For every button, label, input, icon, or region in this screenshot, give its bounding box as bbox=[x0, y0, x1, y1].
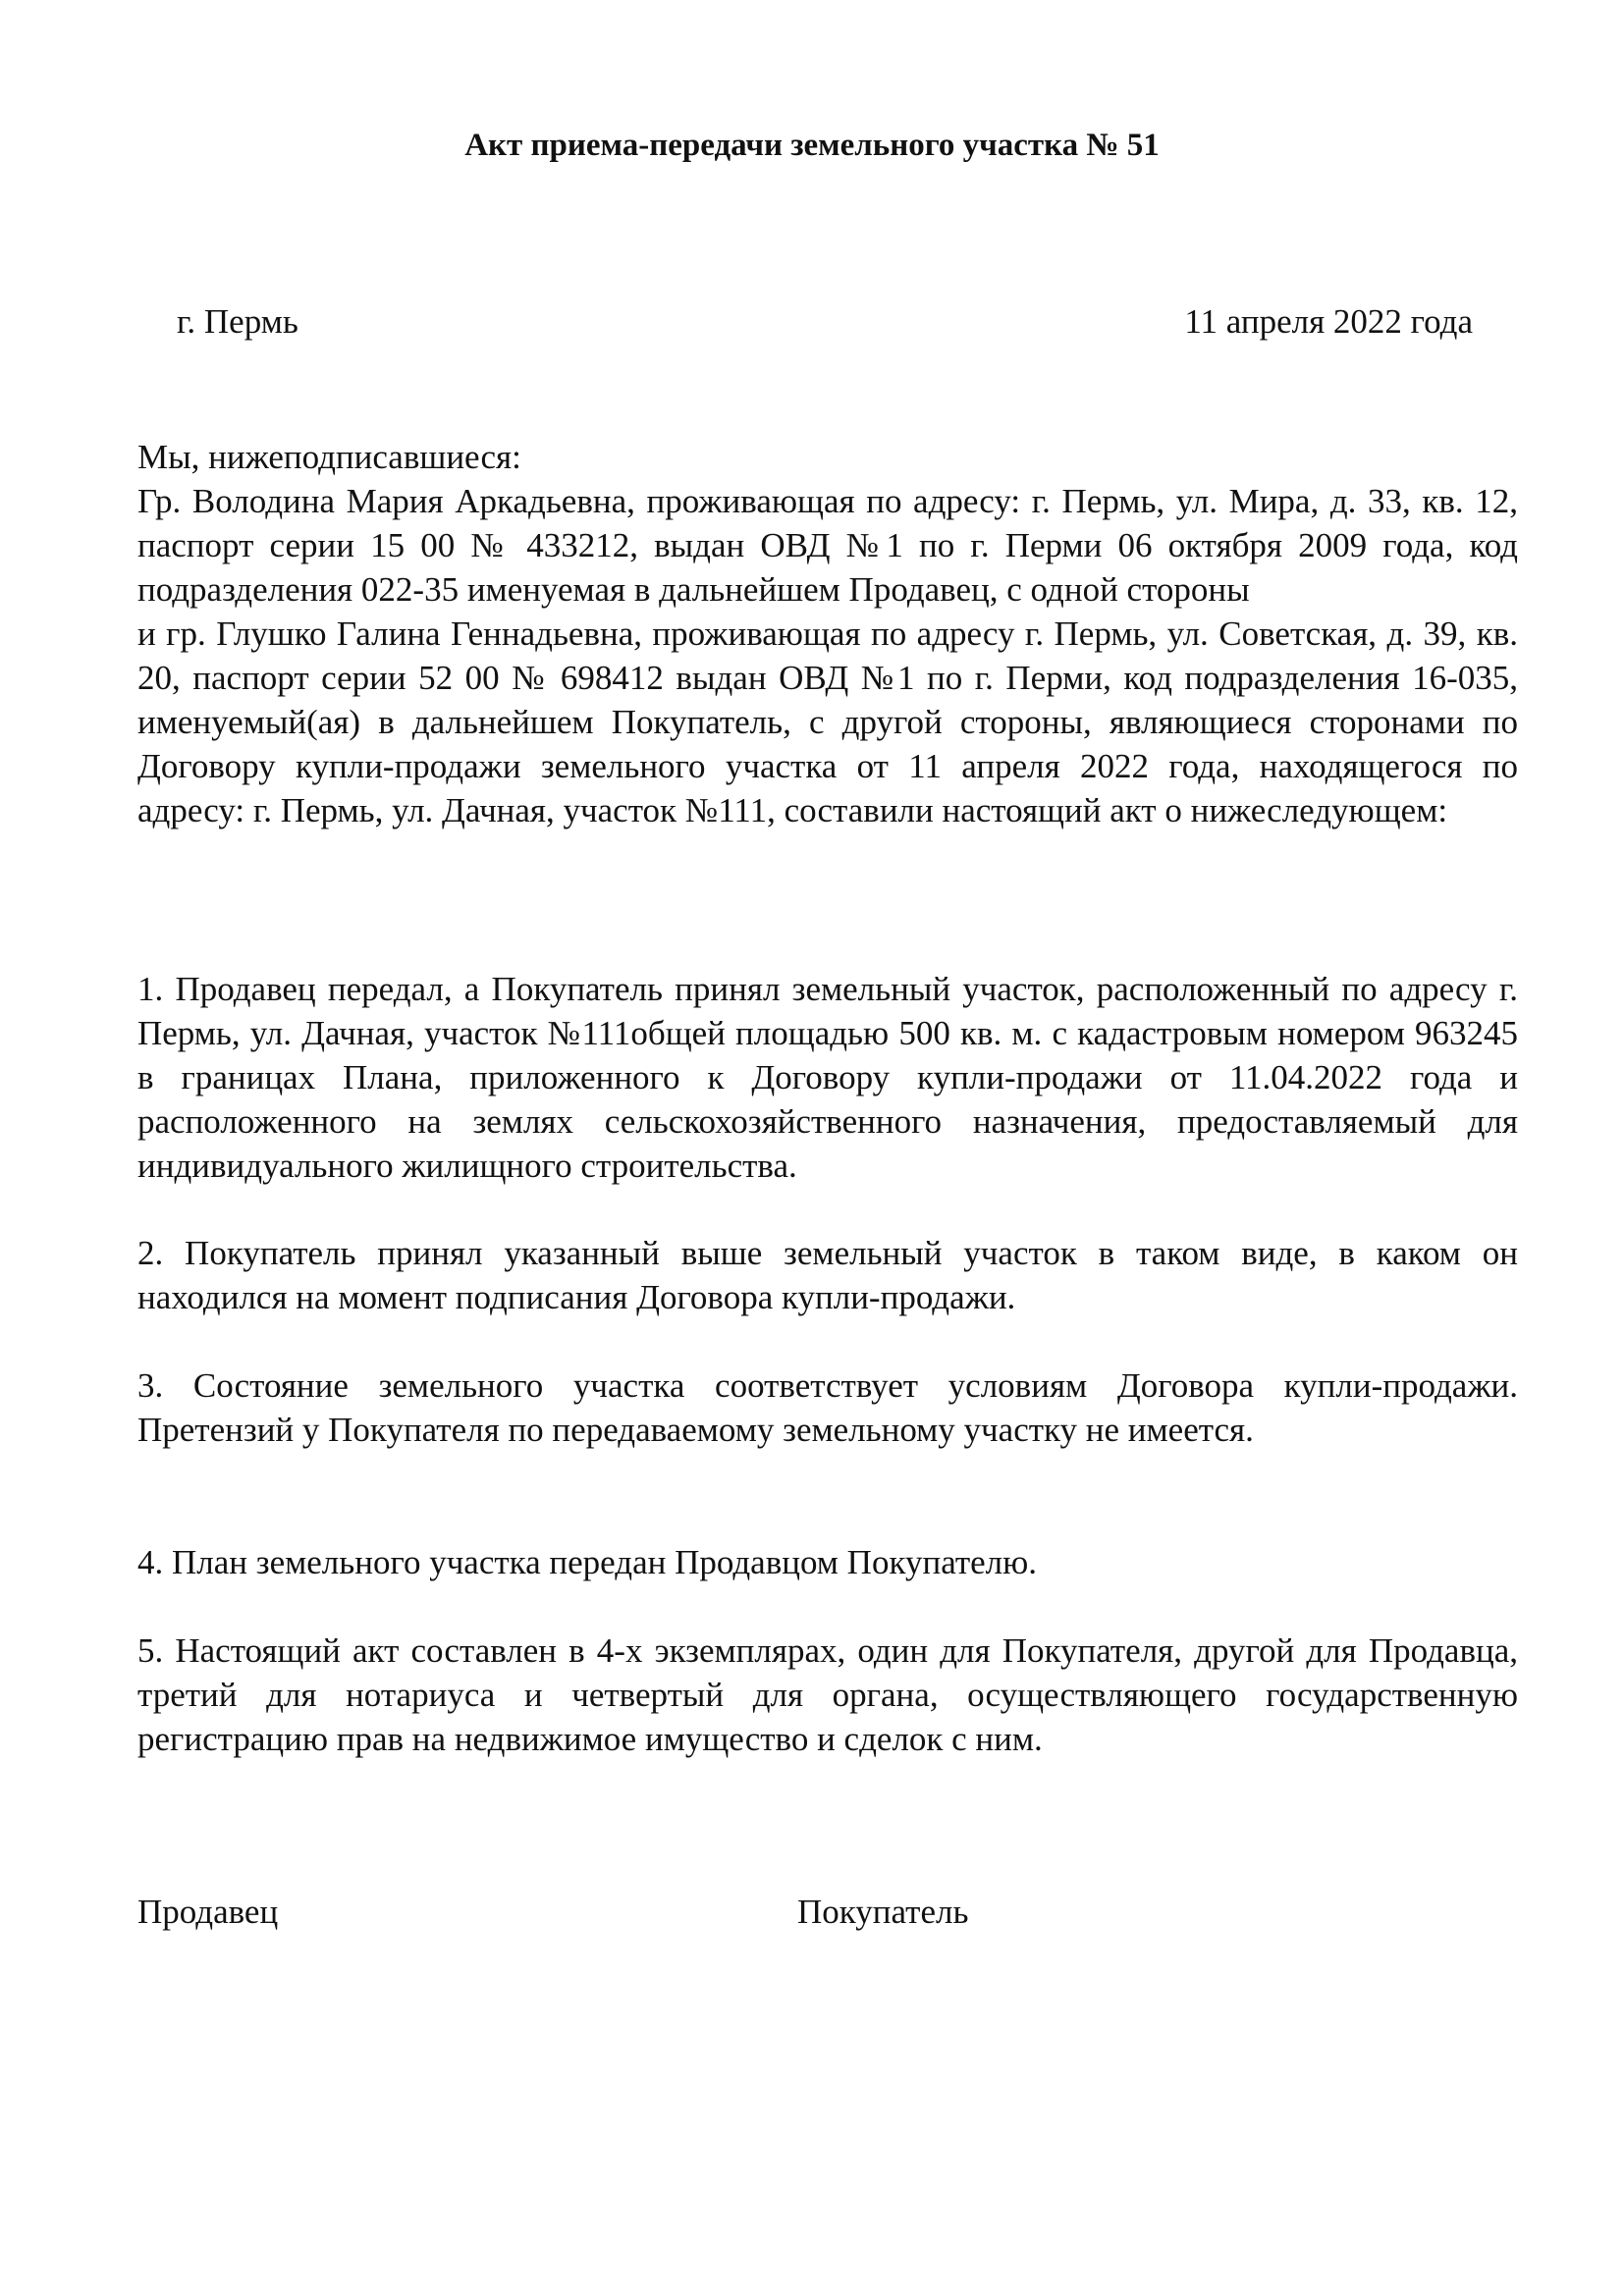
document-title: Акт приема-передачи земельного участка № 51 bbox=[464, 128, 1160, 163]
signature-buyer-label: Покупатель bbox=[797, 1893, 969, 1931]
clause-1: 1. Продавец передал, а Покупатель принял земельный участок, расположенный по адресу г. Пермь, ул. Дачная, участок №111общей площадью 500 кв. м. с кадастровым номером 963245 в границах Плана, приложенного к Договору купли-продажи от 11.04.2022 года и расположенного на землях сельскохозяйственного назначения, предоставляемый для индивидуального жилищного строительства. bbox=[137, 970, 1518, 1185]
clause-2: 2. Покупатель принял указанный выше земельный участок в таком виде, в каком он находился на момент подписания Договора купли-продажи. bbox=[137, 1234, 1518, 1316]
intro-heading: Мы, нижеподписавшиеся: bbox=[137, 438, 521, 476]
document-date: 11 апреля 2022 года bbox=[1184, 302, 1473, 341]
clause-4: 4. План земельного участка передан Продавцом Покупателю. bbox=[137, 1543, 1038, 1581]
party-buyer-paragraph: и гр. Глушко Галина Геннадьевна, проживающая по адресу г. Пермь, ул. Советская, д. 39, кв. 20, паспорт серии 52 00 № 698412 выдан ОВД №1 по г. Перми, код подразделения 16-035, именуемый(ая) в дальнейшем Покупатель, с другой стороны, являющиеся сторонами по Договору купли-продажи земельного участка от 11 апреля 2022 года, находящегося по адресу: г. Пермь, ул. Дачная, участок №111, составили настоящий акт о нижеследующем: bbox=[137, 614, 1518, 829]
party-seller-paragraph: Гр. Володина Мария Аркадьевна, проживающая по адресу: г. Пермь, ул. Мира, д. 33, кв. 12, паспорт серии 15 00 № 433212, выдан ОВД №1 по г. Перми 06 октября 2009 года, код подразделения 022-35 именуемая в дальнейшем Продавец, с одной стороны bbox=[137, 482, 1518, 609]
clause-5: 5. Настоящий акт составлен в 4-х экземплярах, один для Покупателя, другой для Продавца, третий для нотариуса и четвертый для органа, осуществляющего государственную регистрацию прав на недвижимое имущество и сделок с ним. bbox=[137, 1631, 1518, 1758]
clause-3: 3. Состояние земельного участка соответствует условиям Договора купли-продажи. Претензий у Покупателя по передаваемому земельному участку не имеется. bbox=[137, 1366, 1518, 1449]
signature-seller-label: Продавец bbox=[137, 1893, 279, 1931]
intro-section bbox=[137, 435, 1518, 832]
city: г. Пермь bbox=[177, 302, 298, 341]
